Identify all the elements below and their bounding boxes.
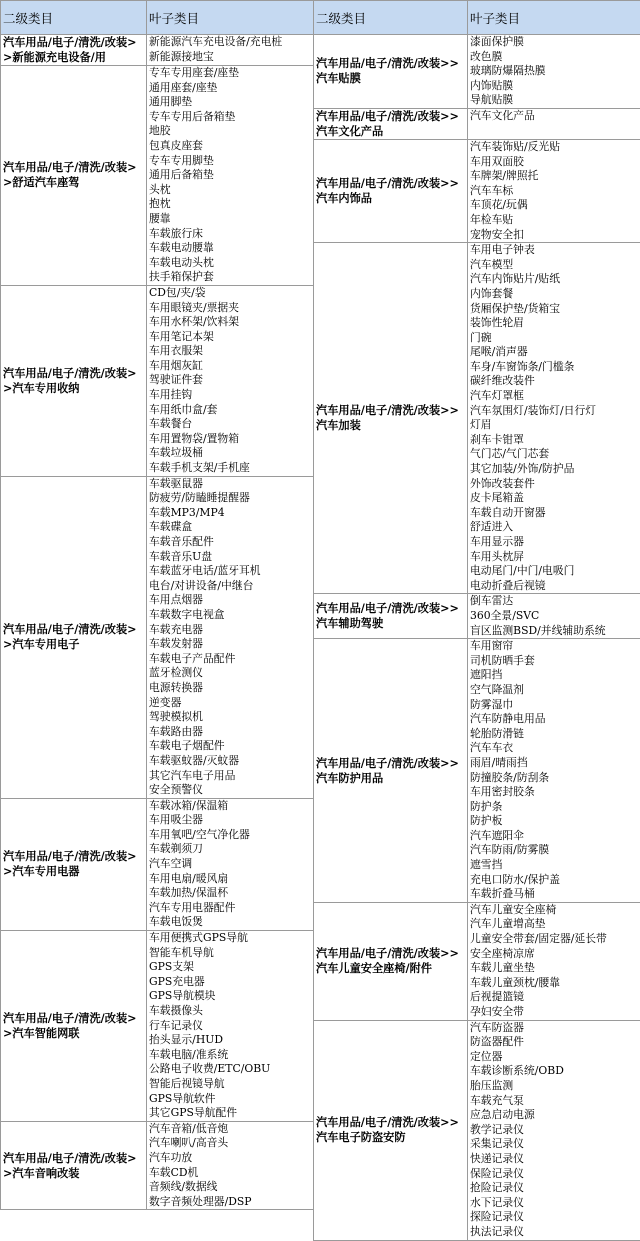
leaf-item: 驾驶证件套 [147,373,313,388]
leaf-item: 改色膜 [468,50,640,65]
leaf-item: CD包/夹/袋 [147,286,313,301]
leaf-item: 轮胎防滑链 [468,727,640,742]
leaf-item: 车载儿童颈枕/腰靠 [468,976,640,991]
leaf-item: GPS导航软件 [147,1092,313,1107]
leaf-item: 公路电子收费/ETC/OBU [147,1062,313,1077]
leaf-item: 车用头枕屏 [468,550,640,565]
leaf-item: 地胶 [147,124,313,139]
leaf-item: 尾喉/消声器 [468,345,640,360]
leaf-item: 车用烟灰缸 [147,359,313,374]
leaf-item: 车载自动开窗器 [468,506,640,521]
leaf-item: 汽车儿童安全座椅 [468,903,640,918]
leaf-item: 车载折叠马桶 [468,887,640,902]
leaf-item: 车载CD机 [147,1166,313,1181]
leaf-item: 汽车模型 [468,258,640,273]
leaf-item: 汽车灯罩框 [468,389,640,404]
leaf-item: 车牌架/牌照托 [468,169,640,184]
category-cell: 汽车用品/电子/清洗/改装>>汽车贴膜 [314,35,468,109]
leaf-item: 漆面保护膜 [468,35,640,50]
table-row [314,108,640,139]
leaf-item: 孕妇安全带 [468,1005,640,1020]
leaf-item: 汽车车标 [468,184,640,199]
leaf-item: 保险记录仪 [468,1167,640,1182]
leaf-cell [468,639,640,903]
leaf-item: 汽车装饰贴/反光贴 [468,140,640,155]
leaf-item: 智能后视镜导航 [147,1077,313,1092]
table-header-row [314,1,640,35]
leaf-item: GPS导航模块 [147,989,313,1004]
leaf-item: 电动折叠后视镜 [468,579,640,594]
category-cell: 汽车用品/电子/清洗/改装>>汽车音响改装 [1,1121,147,1210]
leaf-cell [468,902,640,1020]
table-row [314,243,640,594]
leaf-item: 专车专用脚垫 [147,154,313,169]
leaf-item: 定位器 [468,1050,640,1065]
table-row [314,639,640,903]
leaf-item: 车身/车窗饰条/门槛条 [468,360,640,375]
leaf-item: 探险记录仪 [468,1210,640,1225]
leaf-item: 汽车防静电用品 [468,712,640,727]
left-table-panel [0,0,313,1237]
leaf-item: 安全座椅凉席 [468,947,640,962]
leaf-item: 驾驶模拟机 [147,710,313,725]
leaf-item: 车载蓝牙电话/蓝牙耳机 [147,564,313,579]
table-row [314,902,640,1020]
leaf-item: 后视提篮镜 [468,990,640,1005]
leaf-item: 安全预警仪 [147,783,313,798]
leaf-item: 车用电扇/暖风扇 [147,872,313,887]
leaf-item: 快递记录仪 [468,1152,640,1167]
category-table-left [0,0,314,1210]
leaf-item: 舒适进入 [468,520,640,535]
leaf-item: 教学记录仪 [468,1123,640,1138]
leaf-item: 车载儿童坐垫 [468,961,640,976]
leaf-item: 碳纤维改装件 [468,374,640,389]
leaf-item: 刹车卡钳罩 [468,433,640,448]
leaf-item: 车用置物袋/置物箱 [147,432,313,447]
category-cell: 汽车用品/电子/清洗/改装>>汽车专用电子 [1,476,147,798]
leaf-item: 车用氧吧/空气净化器 [147,828,313,843]
leaf-item: 执法记录仪 [468,1225,640,1240]
leaf-item: 扶手箱保护套 [147,270,313,285]
header-leaf: 叶子类目 [468,1,640,35]
leaf-item: 其它GPS导航配件 [147,1106,313,1121]
leaf-item: 其它加装/外饰/防护品 [468,462,640,477]
leaf-item: 导航贴膜 [468,93,640,108]
leaf-item: 采集记录仪 [468,1137,640,1152]
leaf-item: 充电口防水/保护盖 [468,873,640,888]
leaf-item: 汽车车衣 [468,741,640,756]
leaf-item: 皮卡尾箱盖 [468,491,640,506]
leaf-item: 内饰贴膜 [468,79,640,94]
leaf-item: 年检车贴 [468,213,640,228]
leaf-item: 防护板 [468,814,640,829]
leaf-item: 专车专用座套/座垫 [147,66,313,81]
leaf-item: 车载电子烟配件 [147,739,313,754]
leaf-item: 车顶花/玩偶 [468,198,640,213]
table-row [314,1020,640,1240]
category-cell: 汽车用品/电子/清洗/改装>>汽车专用收纳 [1,285,147,476]
leaf-cell [147,476,314,798]
leaf-item: 汽车防盗器 [468,1021,640,1036]
leaf-cell [468,35,640,109]
leaf-item: 车载电子产品配件 [147,652,313,667]
leaf-item: 电台/对讲设备/中继台 [147,579,313,594]
table-row [1,931,314,1122]
leaf-item: 电动尾门/中门/电吸门 [468,564,640,579]
leaf-item: 汽车喇叭/高音头 [147,1136,313,1151]
leaf-item: 头枕 [147,183,313,198]
leaf-item: GPS充电器 [147,975,313,990]
leaf-item: 车载音乐U盘 [147,550,313,565]
leaf-item: 倒车雷达 [468,594,640,609]
leaf-item: 门碗 [468,331,640,346]
leaf-item: 车载诊断系统/OBD [468,1064,640,1079]
leaf-item: 空气降温剂 [468,683,640,698]
leaf-item: 车载旅行床 [147,227,313,242]
leaf-item: 车载路由器 [147,725,313,740]
leaf-item: 内饰套餐 [468,287,640,302]
leaf-cell [147,35,314,66]
leaf-item: 通用后备箱垫 [147,168,313,183]
leaf-item: 车载电动头枕 [147,256,313,271]
leaf-item: 汽车专用电器配件 [147,901,313,916]
leaf-item: 防撞胶条/防刮条 [468,771,640,786]
leaf-item: 车载垃圾桶 [147,446,313,461]
leaf-item: 汽车儿童增高垫 [468,917,640,932]
right-table-panel [313,0,640,1237]
leaf-item: 车用密封胶条 [468,785,640,800]
table-row [1,476,314,798]
table-row [1,1121,314,1210]
leaf-item: 防护条 [468,800,640,815]
leaf-item: 盲区监测BSD/并线辅助系统 [468,624,640,639]
leaf-item: 遮阳挡 [468,668,640,683]
leaf-item: 抬头显示/HUD [147,1033,313,1048]
table-row [314,35,640,109]
leaf-item: 装饰性轮眉 [468,316,640,331]
leaf-item: 逆变器 [147,696,313,711]
leaf-cell [147,798,314,930]
leaf-item: 车用便携式GPS导航 [147,931,313,946]
category-cell: 汽车用品/电子/清洗/改装>>汽车儿童安全座椅/附件 [314,902,468,1020]
leaf-item: 防雾湿巾 [468,698,640,713]
leaf-item: 防盗器配件 [468,1035,640,1050]
category-cell: 汽车用品/电子/清洗/改装>>舒适汽车座驾 [1,66,147,286]
leaf-item: 车载电动腰靠 [147,241,313,256]
table-row [1,66,314,286]
leaf-item: 包真皮座套 [147,139,313,154]
leaf-item: 车载音乐配件 [147,535,313,550]
leaf-item: 车用显示器 [468,535,640,550]
leaf-item: 汽车氛围灯/装饰灯/日行灯 [468,404,640,419]
table-row [1,285,314,476]
leaf-item: 专车专用后备箱垫 [147,110,313,125]
leaf-item: 汽车遮阳伞 [468,829,640,844]
leaf-item: 儿童安全带套/固定器/延长带 [468,932,640,947]
category-cell: 汽车用品/电子/清洗/改装>>汽车智能网联 [1,931,147,1122]
leaf-item: 车载加热/保温杯 [147,886,313,901]
leaf-item: 宠物安全扣 [468,228,640,243]
leaf-item: 蓝牙检测仪 [147,666,313,681]
leaf-item: 汽车功放 [147,1151,313,1166]
leaf-item: 电源转换器 [147,681,313,696]
leaf-cell [468,243,640,594]
header-category: 二级类目 [1,1,147,35]
header-leaf: 叶子类目 [147,1,314,35]
leaf-item: GPS支架 [147,960,313,975]
leaf-item: 车载充电器 [147,623,313,638]
leaf-item: 水下记录仪 [468,1196,640,1211]
leaf-cell [468,139,640,242]
leaf-item: 车用电子钟表 [468,243,640,258]
leaf-item: 车载餐台 [147,417,313,432]
leaf-item: 行车记录仪 [147,1019,313,1034]
leaf-item: 其它汽车电子用品 [147,769,313,784]
leaf-item: 司机防晒手套 [468,654,640,669]
leaf-item: 车载摄像头 [147,1004,313,1019]
leaf-item: 车用吸尘器 [147,813,313,828]
header-category: 二级类目 [314,1,468,35]
leaf-item: 车载充气泵 [468,1094,640,1109]
leaf-item: 灯眉 [468,418,640,433]
leaf-item: 车载手机支架/手机座 [147,461,313,476]
leaf-item: 通用座套/座垫 [147,81,313,96]
leaf-item: 抢险记录仪 [468,1181,640,1196]
leaf-item: 车载驱鼠器 [147,477,313,492]
table-row [314,594,640,639]
table-row [314,139,640,242]
leaf-item: 汽车内饰贴片/贴纸 [468,272,640,287]
leaf-cell [147,931,314,1122]
category-cell: 汽车用品/电子/清洗/改装>>汽车文化产品 [314,108,468,139]
leaf-cell [147,1121,314,1210]
leaf-item: 车载MP3/MP4 [147,506,313,521]
leaf-item: 车用水杯架/饮料架 [147,315,313,330]
leaf-item: 车载碟盒 [147,520,313,535]
leaf-item: 雨眉/晴雨挡 [468,756,640,771]
leaf-item: 车用笔记本架 [147,330,313,345]
category-cell: 汽车用品/电子/清洗/改装>>新能源充电设备/用 [1,35,147,66]
leaf-item: 汽车音箱/低音炮 [147,1122,313,1137]
leaf-item: 胎压监测 [468,1079,640,1094]
leaf-cell [147,66,314,286]
leaf-item: 车用挂钩 [147,388,313,403]
leaf-item: 汽车空调 [147,857,313,872]
category-cell: 汽车用品/电子/清洗/改装>>汽车专用电器 [1,798,147,930]
leaf-item: 气门芯/气门芯套 [468,447,640,462]
table-row [1,798,314,930]
table-header-row [1,1,314,35]
category-table-right [313,0,640,1241]
leaf-item: 车用窗帘 [468,639,640,654]
leaf-cell [468,1020,640,1240]
leaf-item: 外饰改装套件 [468,477,640,492]
leaf-item: 遮雪挡 [468,858,640,873]
leaf-item: 车用点烟器 [147,593,313,608]
category-cell: 汽车用品/电子/清洗/改装>>汽车电子防盗安防 [314,1020,468,1240]
leaf-item: 应急启动电源 [468,1108,640,1123]
leaf-item: 车用纸巾盒/套 [147,403,313,418]
leaf-item: 玻璃防爆隔热膜 [468,64,640,79]
leaf-item: 车载驱蚊器/灭蚊器 [147,754,313,769]
leaf-item: 汽车文化产品 [468,109,640,124]
leaf-item: 车载剃须刀 [147,842,313,857]
category-cell: 汽车用品/电子/清洗/改装>>汽车辅助驾驶 [314,594,468,639]
leaf-cell [468,594,640,639]
leaf-item: 数字音频处理器/DSP [147,1195,313,1210]
leaf-item: 车用双面胶 [468,155,640,170]
leaf-item: 抱枕 [147,197,313,212]
leaf-item: 防疲劳/防瞌睡提醒器 [147,491,313,506]
leaf-cell [468,108,640,139]
leaf-item: 360全景/SVC [468,609,640,624]
leaf-item: 通用脚垫 [147,95,313,110]
leaf-item: 车载电脑/准系统 [147,1048,313,1063]
category-cell: 汽车用品/电子/清洗/改装>>汽车防护用品 [314,639,468,903]
leaf-item: 货厢保护垫/货箱宝 [468,302,640,317]
leaf-cell [147,285,314,476]
leaf-item: 汽车防雨/防雾膜 [468,843,640,858]
leaf-item: 腰靠 [147,212,313,227]
leaf-item: 车载冰箱/保温箱 [147,799,313,814]
leaf-item: 新能源接地宝 [147,50,313,65]
leaf-item: 智能车机导航 [147,946,313,961]
table-row [1,35,314,66]
category-cell: 汽车用品/电子/清洗/改装>>汽车加装 [314,243,468,594]
leaf-item: 车载电饭煲 [147,915,313,930]
leaf-item: 新能源汽车充电设备/充电桩 [147,35,313,50]
leaf-item: 车载数字电视盒 [147,608,313,623]
category-cell: 汽车用品/电子/清洗/改装>>汽车内饰品 [314,139,468,242]
leaf-item: 音频线/数据线 [147,1180,313,1195]
leaf-item: 车载发射器 [147,637,313,652]
leaf-item: 车用衣服架 [147,344,313,359]
leaf-item: 车用眼镜夹/票据夹 [147,301,313,316]
